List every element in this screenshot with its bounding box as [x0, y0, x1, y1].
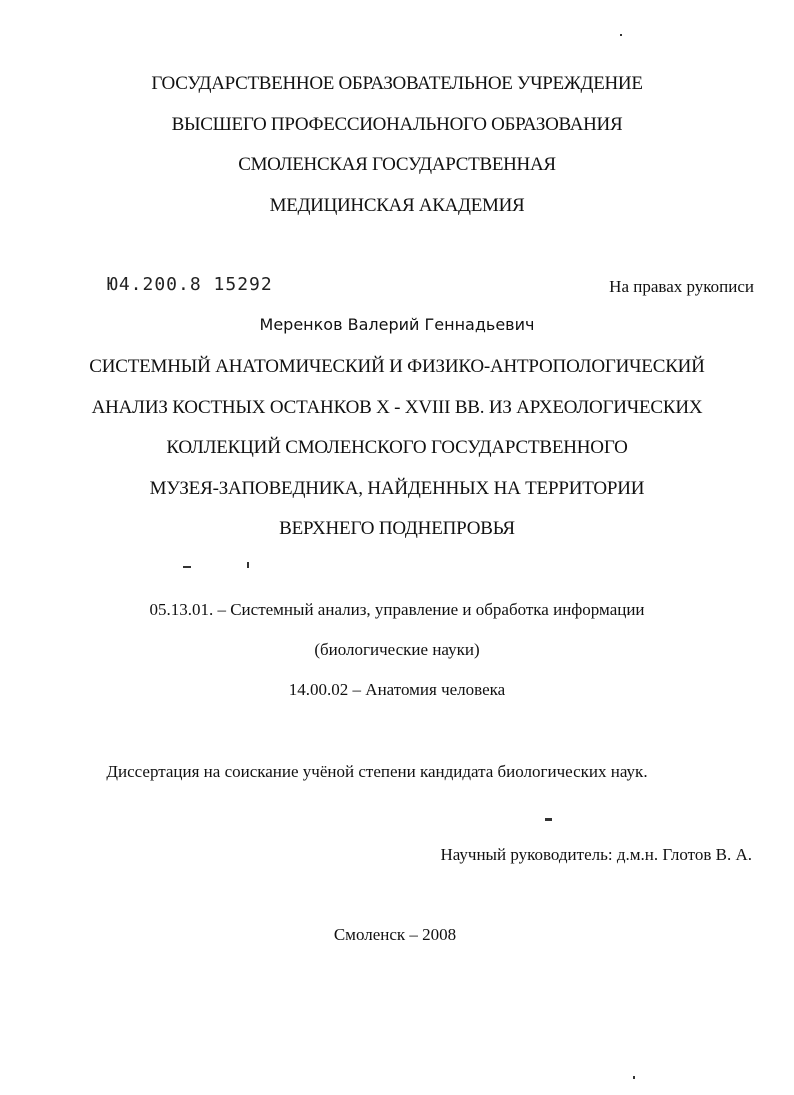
title-line-4: МУЗЕЯ-ЗАПОВЕДНИКА, НАЙДЕННЫХ НА ТЕРРИТОРИИ — [149, 478, 645, 499]
title-line-3: КОЛЛЕКЦИЙ СМОЛЕНСКОГО ГОСУДАРСТВЕННОГО — [166, 437, 628, 458]
title-line-2: АНАЛИЗ КОСТНЫХ ОСТАНКОВ X - XVIII ВВ. ИЗ АРХЕОЛОГИЧЕСКИХ — [91, 397, 703, 418]
institution-line-3: СМОЛЕНСКАЯ ГОСУДАРСТВЕННАЯ — [238, 154, 556, 175]
scan-speck — [545, 818, 552, 821]
institution-line-1: ГОСУДАРСТВЕННОЕ ОБРАЗОВАТЕЛЬНОЕ УЧРЕЖДЕНИЕ — [151, 73, 643, 94]
scan-speck — [247, 562, 249, 568]
scan-speck — [620, 34, 622, 36]
specialty-first: 05.13.01. – Системный анализ, управление и обработка информации — [149, 600, 645, 619]
title-line-1: СИСТЕМНЫЙ АНАТОМИЧЕСКИЙ И ФИЗИКО-АНТРОПОЛОГИЧЕСКИЙ — [89, 356, 705, 377]
author-name: Меренков Валерий Геннадьевич — [259, 315, 535, 334]
institution-line-2: ВЫСШЕГО ПРОФЕССИОНАЛЬНОГО ОБРАЗОВАНИЯ — [171, 114, 623, 135]
title-line-5: ВЕРХНЕГО ПОДНЕПРОВЬЯ — [279, 518, 515, 539]
place-year: Смоленск – 2008 — [333, 925, 457, 944]
specialty-second: 14.00.02 – Анатомия человека — [288, 680, 506, 699]
supervisor: Научный руководитель: д.м.н. Глотов В. А. — [440, 845, 752, 864]
scan-speck — [633, 1076, 635, 1079]
scan-speck — [183, 566, 191, 568]
dissertation-statement: Диссертация на соискание учёной степени кандидата биологических наук. — [106, 762, 648, 781]
manuscript-rights: На правах рукописи — [609, 277, 754, 296]
specialty-first-field: (биологические науки) — [314, 640, 480, 659]
registry-code: Ю4.200.8 15292 — [107, 274, 273, 295]
institution-line-4: МЕДИЦИНСКАЯ АКАДЕМИЯ — [269, 195, 525, 216]
